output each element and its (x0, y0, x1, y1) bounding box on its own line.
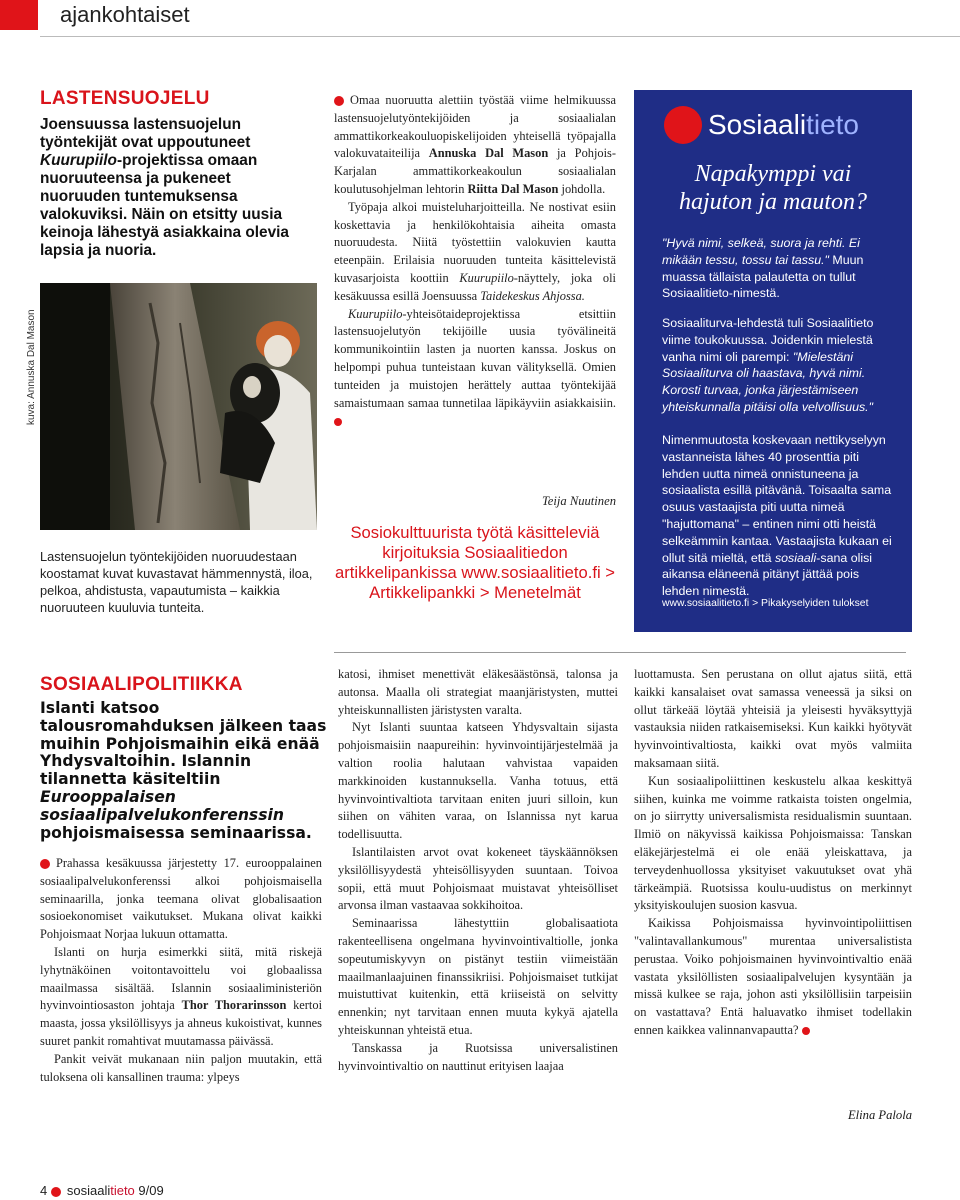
magazine-logo: Sosiaalitieto (708, 109, 859, 140)
end-dot-icon (334, 418, 342, 426)
article2-lead: Islanti katsoo talousromahduksen jälkeen taas muihin Pohjoismaihin eikä enää Yhdysvaltoihin. Islannin tilannetta käsiteltiin Eurooppalaisen sosiaalipalvelukonferenssin pohjoismaisessa seminaarissa. (40, 699, 327, 842)
article2-paragraph: Seminaarissa lähestyttiin globalisaatiota rakenteellisena ongelmana hyvinvointivaltiolle, jonka sopeutumiskyvyn on pistänyt testiin viimeistään maailmanlaajuinen finanssikriisi. Pohjoismaiset tutkijat muistuttivat kuitenkin, että kriiseistä on selvitty ennenkin; nyt tarvitaan ennen muuta kykyä ajatella yhteiskunnan yhteistä etua. (338, 916, 618, 1037)
page-number: 4 (40, 1183, 48, 1198)
sidebar-title: Napakymppi vai hajuton ja mauton? (678, 161, 867, 215)
bullet-dot-icon (334, 96, 344, 106)
article-bank-promo-link[interactable]: Sosiokulttuurista työtä käsitteleviä kirjoituksia Sosiaalitiedon artikkelipankissa www.sosiaalitieto.fi > Artikkelipankki > Menetelmät (335, 523, 615, 602)
bullet-dot-icon (40, 859, 50, 869)
article1-body (334, 92, 616, 430)
article1-lead: Joensuussa lastensuojelun työntekijät ovat uppoutuneet Kuurupiilo-projektissa omaan nuoruuteensa ja pukeneet nuoruuden tuntemuksensa valokuviksi. Näin on etsitty uusia keinoja lähestyä asiakkaina olevia lapsia ja nuoria. (40, 116, 289, 259)
article2-paragraph: Islantilaisten arvot ovat kokeneet täyskäännöksen yksilöllisyydestä yhteisöllisyyden suuntaan. Toivoa sopii, että muut Pohjoismaat muistavat yhteisölliset arvonsa ilman vastaavaa sokkihoitoa. (338, 844, 618, 913)
article2-author: Elina Palola (847, 1108, 912, 1122)
article1-author: Teija Nuutinen (541, 494, 616, 508)
sidebar-paragraph: Sosiaaliturva-lehdestä tuli Sosiaalitieto viime toukokuussa. Joidenkin mielestä vanha nimi oli parempi: "Mielestäni Sosiaaliturva oli haastava, hyvä nimi. Korosti turvaa, jonka järjestämiseen yhteiskunnalla pitäisi olla velvollisuus." (662, 316, 874, 414)
article2-paragraph: Kaikissa Pohjoismaissa hyvinvointipoliittisen "valintavallankumous" murentaa universalistista perustaa. Voiko pohjoismainen hyvinvointivaltio enää vastata yksilöllisten sosiaalipalvelujen kysyntään ja missä kulkee se raja, johon asti yksilöllisiin tarpeisiin on vastattava? Entä haluavatko ihmiset todellakin ennen kaikkea valinnanvapautta? (634, 916, 912, 1037)
section-divider (334, 652, 906, 653)
tree-figures-image (40, 283, 317, 530)
page-footer: 4 sosiaalitieto 9/09 (40, 1183, 164, 1198)
article2-paragraph: Pankit veivät mukanaan niin paljon muutakin, että tuloksena oli kansallinen trauma: ylpeys (40, 1051, 322, 1084)
article2-kicker: SOSIAALIPOLITIIKKA (40, 674, 243, 695)
article1-paragraph: Kuurupiilo-yhteisötaideprojektissa etsittiin lastensuojelutyön tekijöille uusia työvälineitä kommunikointiin lasten ja nuorten kanssa. Joskus on helpompi puhua tunteistaan kuvan välityksellä. Omien tunteiden ja muistojen herättely auttaa työntekijää samaistumaan samaa tunnetilaa läpikäyviin asiakkaisiin. (334, 306, 616, 431)
sidebar-paragraph: Nimenmuutosta koskevaan nettikyselyyn vastanneista lähes 40 prosenttia piti lehden uutta nimeä onnistuneena ja sosiaalista esillä pitävänä. Toisaalta sama osuus vastaajista piti uutta nimeä "hajuttomana" – entinen nimi otti heistä selkeämmin kantaa. Vastaajista kukaan ei ollut sitä mieltä, että sosiaali-sana olisi aikansa eläneenä pitänyt jättää pois lehden nimestä. (662, 433, 892, 599)
article1-paragraph: Työpaja alkoi muisteluharjoitteilla. Ne nostivat esiin koskettavia ja henkilökohtaisia aiheita omasta nuoruudesta. Niitä työstettiin valokuvien kautta eteenpäin. Erilaisia nuoruuden tunteita käsittelevistä kuvasarjoista koottiin Kuurupiilo-näyttely, joka oli kesäkuussa esillä Joensuussa Taidekeskus Ahjossa. (334, 199, 616, 303)
article2-column-3 (634, 666, 912, 1040)
photo-credit: kuva: Annuska Dal Mason (26, 309, 37, 425)
article1-kicker: LASTENSUOJELU (40, 88, 210, 109)
survey-results-link[interactable]: www.sosiaalitieto.fi > Pikakyselyiden tulokset (662, 598, 869, 609)
footer-dot-icon (51, 1187, 61, 1197)
article2-paragraph: Nyt Islanti suuntaa katseen Yhdysvaltain sijasta pohjoismaisiin naapureihin: hyvinvointijärjestelmää ja valtion roolia halutaan vahvistaa vapaiden markkinoiden kustannuksella. Vanha totuus, että hyvinvointivaltiota tarvitaan eniten juuri silloin, kun siihen on vähiten varaa, on Islannissa nyt karua todellisuutta. (338, 720, 618, 842)
section-color-tab (0, 0, 38, 30)
article2-column-1 (40, 855, 322, 1086)
article2-paragraph: Tanskassa ja Ruotsissa universalistinen hyvinvointivaltio on nauttinut erityisen laajaa (338, 1040, 618, 1073)
article2-paragraph: luottamusta. Sen perustana on ollut ajatus siitä, että kaikki kansalaiset ovat samassa veneessä ja siksi on ollut tärkeää löytää yhteisiä ja yleisesti hyväksyttyjä vastauksia niiden ratkaisemiseksi. Kun kaikki hyötyvät hyvinvointivaltiosta, kaikki ovat myös valmiita maksamaan siitä. (634, 667, 912, 770)
article2-column-2 (338, 666, 618, 1075)
end-dot-icon (802, 1027, 810, 1035)
logo-circle-icon (664, 106, 702, 144)
sidebar-paragraph: "Hyvä nimi, selkeä, suora ja rehti. Ei mikään tessu, tossu tai tassu." Muun muassa tällaista palautetta on tullut Sosiaalitieto-nimestä. (662, 236, 864, 301)
section-header: ajankohtaiset (60, 2, 190, 27)
header-rule (40, 36, 960, 37)
article2-paragraph: Islanti on hurja esimerkki siitä, mitä riskejä lyhytnäköinen voitontavoittelu voi globaalissa maailmassa sisältää. Islannin sosiaaliministeriön hyvinvointiosaston johtaja Thor Thorarinsson kertoi maasta, jossa yksilöllisyys ja ahneus kukoistivat, kunnes suuret pankit romahtivat muutamassa päivässä. (40, 944, 323, 1048)
article1-photo (40, 283, 317, 530)
article2-paragraph: Prahassa kesäkuussa järjestetty 17. eurooppalainen sosiaalipalvelukonferenssi alkoi pohjoismaisella seminaarilla, jonka teemana olivat globalisaation sosioekonomiset vaikutukset. Mukana olivat kaikki Pohjoismaat Norjaa lukuun ottamatta. (40, 856, 322, 942)
article2-paragraph: Kun sosiaalipoliittinen keskustelu alkaa keskittyä siihen, kuinka me voimme ratkaista toisten ongelmia, on jo siirrytty universalismista residualismin suuntaan. Ilmiö on näkyvissä kaikissa Pohjoismaissa: Tanskan eläkejärjestelmä ei ole enää yleiskattava, ja terveydenhuollossa yksityiset vakuutukset ovat yhä tärkeämpiä. Ruotsissa koulu-uudistus on merkinnyt yksityiskoulujen suosion kasvua. (634, 773, 912, 913)
photo-caption: Lastensuojelun työntekijöiden nuoruudestaan koostamat kuvat kuvastavat hämmennystä, iloa, pelkoa, ahdistusta, vapautumista – kaikkia nuoruuteen kuuluvia tunteita. (40, 549, 313, 615)
article1-paragraph: Omaa nuoruutta alettiin työstää viime helmikuussa lastensuojelutyöntekijöiden ja sosiaalialan ammattikorkeakouluopiskelijoiden yhteisellä työpajalla valokuvataiteilija Annuska Dal Mason ja Pohjois-Karjalan ammattikorkeakoulun sosiaalialan koulutusohjelman lehtorin Riitta Dal Mason johdolla. (334, 93, 616, 196)
article2-paragraph: katosi, ihmiset menettivät eläkesäästönsä, talonsa ja autonsa. Maalla oli strategiat maanjäristysten, muttei yhteiskunnallisten järistysten varalta. (338, 667, 618, 717)
